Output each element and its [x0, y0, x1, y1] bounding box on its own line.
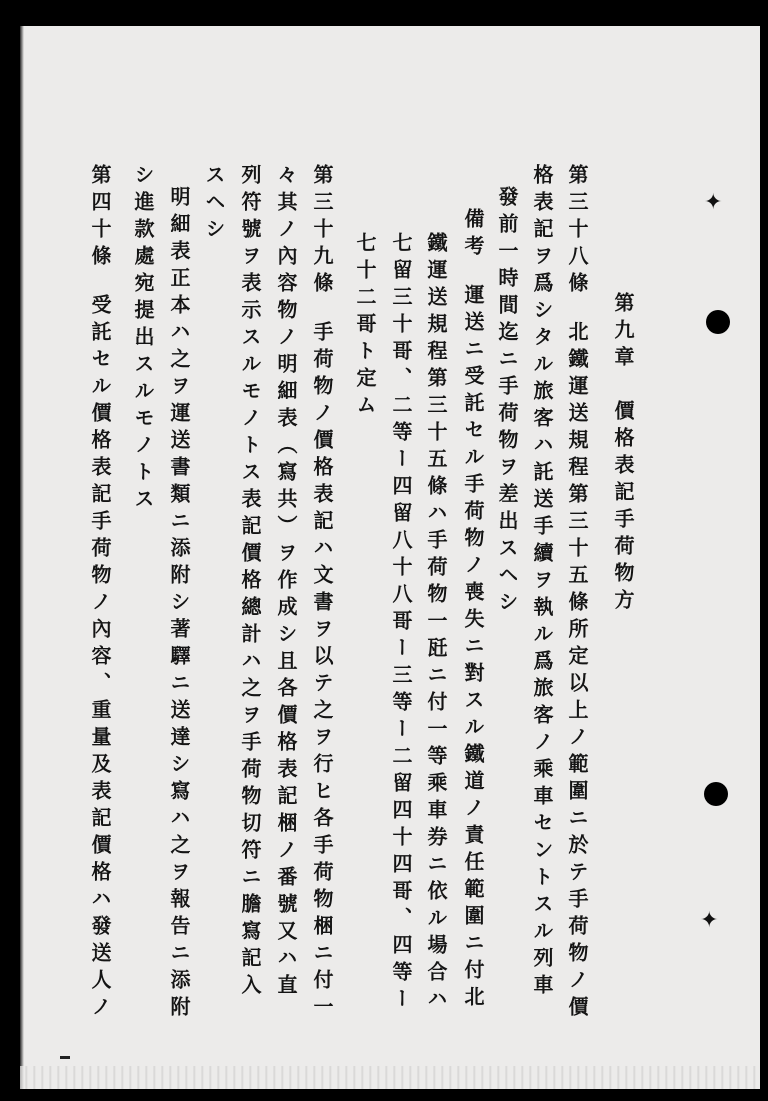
document-page: [20, 26, 760, 1089]
article-39-line-5: 明細表正本ハ之ヲ運送書類ニ添附シ著驛ニ送達シ寫ハ之ヲ報告ニ添附: [167, 186, 191, 1023]
article-39-heading: 第三十九條: [310, 164, 334, 299]
scan-edge-noise: [20, 1066, 760, 1089]
page-binding-shadow: [20, 26, 24, 1089]
remark-line-4: 七十二哥ト定ム: [353, 232, 377, 421]
chapter-title: 第九章 價格表記手荷物方: [611, 292, 635, 616]
punch-hole-top: [706, 310, 730, 334]
article-39-line-3: 列符號ヲ表示スルモノトス表記價格總計ハ之ヲ手荷物切符ニ膽寫記入: [238, 164, 262, 1001]
remark-heading: 備考: [461, 208, 485, 262]
article-40-line-1: 第四十條受託セル價格表記手荷物ノ內容、重量及表記價格ハ發送人ノ: [88, 164, 112, 1023]
article-38-line-2: 格表記ヲ爲シタル旅客ハ託送手續ヲ執ル爲旅客ノ乘車セントスル列車: [530, 164, 554, 1001]
article-39-line-2: 々其ノ內容物ノ明細表（寫共）ヲ作成シ且各價格表記梱ノ番號又ハ直: [274, 164, 298, 1001]
remark-line-2: 鐵運送規程第三十五條ハ手荷物一瓩ニ付一等乘車券ニ依ル場合ハ: [424, 232, 448, 1015]
remark-line-3: 七留三十哥、二等ー四留八十八哥ー三等ー二留四十四哥、四等ー: [389, 232, 413, 1015]
article-39-line-1: 第三十九條手荷物ノ價格表記ハ文書ヲ以テ之ヲ行ヒ各手荷物梱ニ付一: [310, 164, 334, 1023]
article-38-line-3: 發前一時間迄ニ手荷物ヲ差出スヘシ: [495, 186, 519, 618]
margin-speck: [60, 1056, 70, 1059]
article-39-line-6: シ進款處宛提出スルモノトス: [131, 164, 155, 515]
article-40-heading: 第四十條: [88, 164, 112, 272]
article-38-line-1: 第三十八條北鐵運送規程第三十五條所定以上ノ範圍ニ於テ手荷物ノ價: [565, 164, 589, 1023]
binding-mark-top: ✦: [704, 190, 723, 215]
binding-mark-bottom: ✦: [700, 908, 719, 933]
punch-hole-bottom: [704, 782, 728, 806]
article-39-line-4: スヘシ: [202, 164, 226, 245]
article-38-heading: 第三十八條: [565, 164, 589, 299]
remark-line-1: 備考運送ニ受託セル手荷物ノ喪失ニ對スル鐵道ノ責任範圍ニ付北: [461, 208, 485, 1013]
